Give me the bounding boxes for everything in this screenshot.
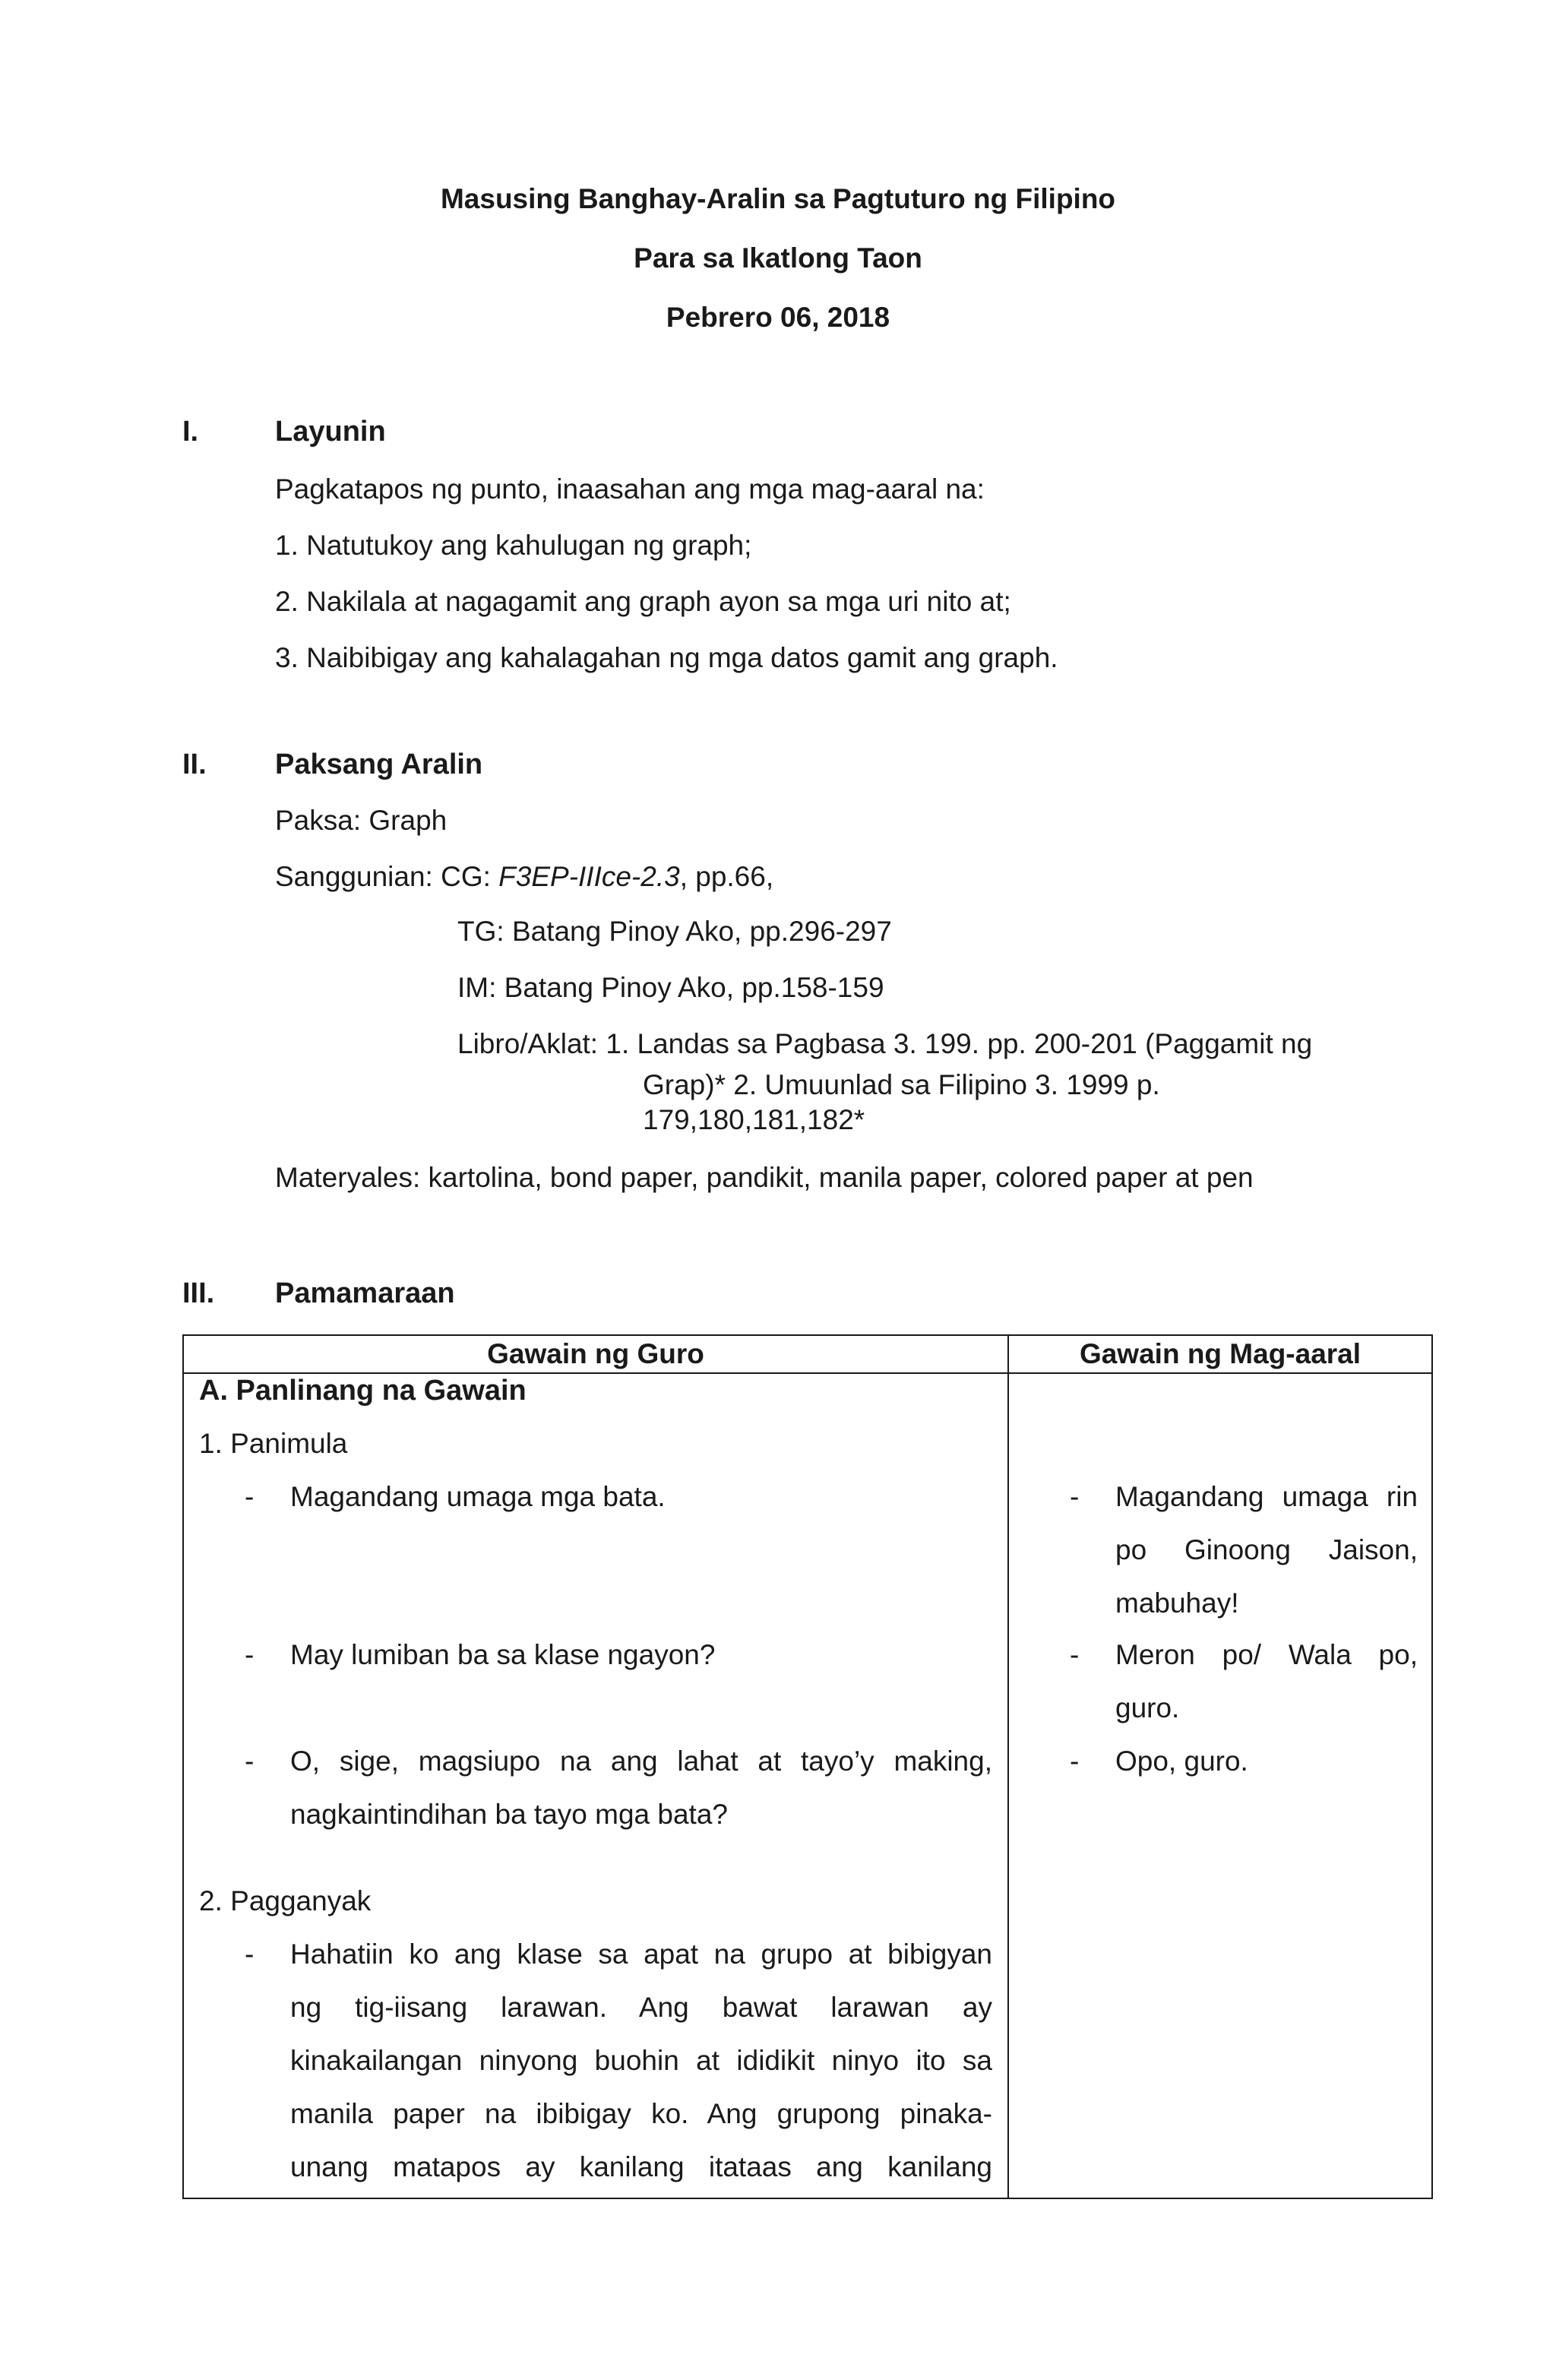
guro-line-attendance: May lumiban ba sa klase ngayon?: [290, 1639, 716, 1670]
objective-item: 2. Nakilala at nagagamit ang graph ayon sa mga uri nito at;: [275, 586, 1011, 617]
libro-text-1: 1. Landas sa Pagbasa 3. 199. pp. 200-201 (Paggamit ng: [606, 1028, 1313, 1059]
section-3-title: Pamamaraan: [275, 1277, 455, 1309]
bullet-dash: -: [1070, 1639, 1080, 1670]
tg-line: TG: Batang Pinoy Ako, pp.296-297: [457, 916, 892, 947]
cg-prefix: CG:: [441, 861, 491, 892]
bullet-dash: -: [245, 1938, 255, 1970]
bullet-dash: -: [245, 1745, 255, 1777]
table-subheading: A. Panlinang na Gawain: [199, 1375, 527, 1407]
guro-line-greeting: Magandang umaga mga bata.: [290, 1481, 666, 1512]
libro-line: [457, 1027, 1312, 1061]
guro-line-groups-3: kinakailangan ninyong buohin at ididikit ninyo ito sa: [290, 2045, 992, 2076]
section-1-intro: Pagkatapos ng punto, inaasahan ang mga mag-aaral na:: [275, 473, 985, 505]
step-pagganyak: 2. Pagganyak: [199, 1885, 372, 1916]
libro-label: Libro/Aklat:: [457, 1028, 599, 1059]
column-header-magaaral: Gawain ng Mag-aaral: [1079, 1338, 1362, 1369]
bullet-dash: -: [1070, 1481, 1080, 1512]
guro-line-sit-1: O, sige, magsiupo na ang lahat at tayo’y making,: [290, 1745, 992, 1777]
libro-text-3: 179,180,181,182*: [643, 1104, 865, 1135]
aaral-line-sit: Opo, guro.: [1115, 1745, 1248, 1777]
section-1-title: Layunin: [275, 416, 386, 448]
column-header-guro: Gawain ng Guro: [487, 1338, 704, 1369]
cg-code: F3EP-IIIce-2.3: [498, 861, 680, 892]
aaral-line-attendance-2: guro.: [1115, 1692, 1180, 1723]
document-title: Masusing Banghay-Aralin sa Pagtuturo ng Filipino: [440, 183, 1116, 214]
guro-line-sit-2: nagkaintindihan ba tayo mga bata?: [290, 1799, 728, 1830]
sanggunian-label: Sanggunian:: [275, 861, 433, 892]
bullet-dash: -: [245, 1481, 255, 1512]
materyales-line: Materyales: kartolina, bond paper, pandikit, manila paper, colored paper at pen: [275, 1162, 1254, 1193]
section-2-number: II.: [182, 748, 207, 780]
guro-line-groups-5: unang matapos ay kanilang itataas ang kanilang: [290, 2151, 992, 2182]
section-2-title: Paksang Aralin: [275, 748, 483, 780]
section-3-number: III.: [182, 1277, 215, 1309]
bullet-dash: -: [245, 1639, 255, 1670]
bullet-dash: -: [1070, 1745, 1080, 1777]
im-line: IM: Batang Pinoy Ako, pp.158-159: [457, 972, 884, 1003]
step-panimula: 1. Panimula: [199, 1428, 348, 1459]
pamamaraan-table: [182, 1334, 1433, 2199]
document-date: Pebrero 06, 2018: [666, 302, 890, 333]
cg-suffix: , pp.66,: [679, 861, 774, 892]
guro-line-groups-1: Hahatiin ko ang klase sa apat na grupo at bibigyan: [290, 1938, 992, 1970]
aaral-line-greeting-2: po Ginoong Jaison,: [1115, 1534, 1418, 1565]
objective-item: 1. Natutukoy ang kahulugan ng graph;: [275, 530, 752, 561]
libro-text-2: Grap)* 2. Umuunlad sa Filipino 3. 1999 p.: [643, 1069, 1160, 1100]
guro-line-groups-4: manila paper na ibibigay ko. Ang grupong pinaka-: [290, 2098, 992, 2129]
section-1-number: I.: [182, 416, 199, 448]
objective-item: 3. Naibibigay ang kahalagahan ng mga datos gamit ang graph.: [275, 642, 1058, 673]
guro-line-groups-2: ng tig-iisang larawan. Ang bawat larawan ay: [290, 1992, 992, 2023]
table-column-divider: [1007, 1336, 1009, 2198]
sanggunian-line: [275, 860, 773, 894]
aaral-line-greeting-3: mabuhay!: [1115, 1587, 1239, 1619]
aaral-line-attendance-1: Meron po/ Wala po,: [1115, 1639, 1418, 1670]
paksa-line: Paksa: Graph: [275, 805, 448, 836]
aaral-line-greeting-1: Magandang umaga rin: [1115, 1481, 1418, 1512]
document-subtitle: Para sa Ikatlong Taon: [634, 242, 922, 274]
